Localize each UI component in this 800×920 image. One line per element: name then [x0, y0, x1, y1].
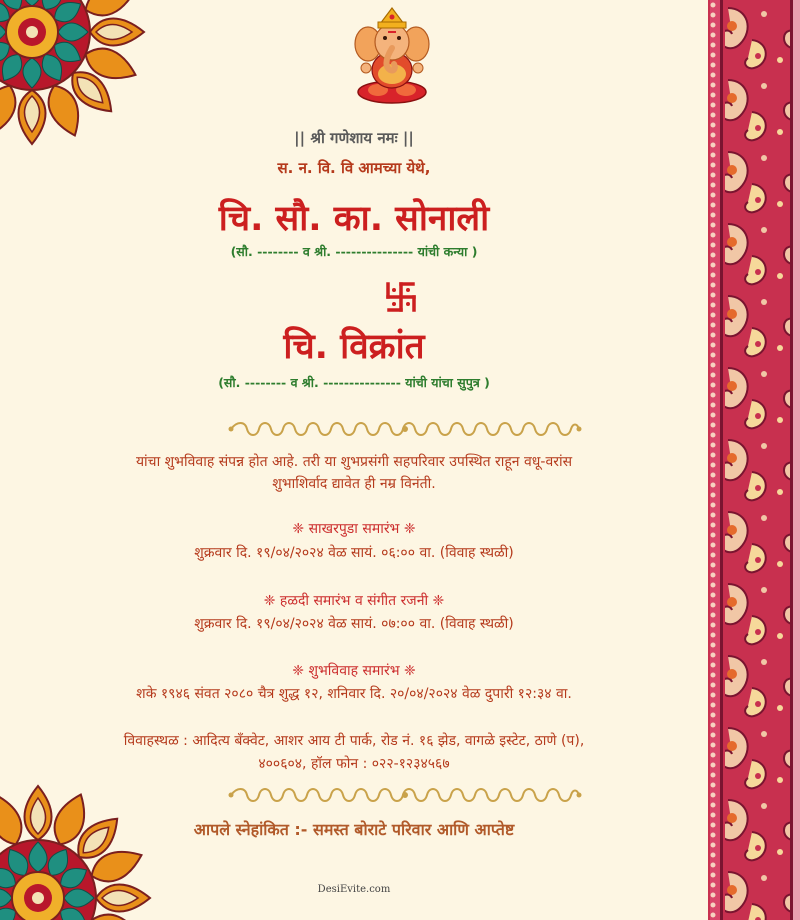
bride-parents: (सौ. -------- व श्री. --------------- यांची कन्या ): [230, 244, 478, 259]
event-detail: शके १९४६ संवत २०८० चैत्र शुद्ध १२, शनिवार दि. २०/०४/२०२४ वेळ दुपारी १२:३४ वा.: [136, 686, 572, 702]
mantra-text: || श्री गणेशाय नमः ||: [294, 129, 414, 147]
intro-text: स. न. वि. वि आमच्या येथे,: [277, 159, 431, 177]
bride-name: चि. सौ. का. सोनाली: [218, 199, 490, 239]
message-line-2: शुभाशिर्वाद द्यावेत ही नम्र विनंती.: [272, 476, 436, 492]
event-title: ❈ शुभविवाह समारंभ ❈: [292, 663, 416, 679]
ganesha-icon: [354, 4, 430, 106]
watermark-text: DesiEvite.com: [317, 884, 391, 895]
paisley-border: [708, 0, 800, 920]
venue-line-1: विवाहस्थळ : आदित्य बँक्वेट, आशर आय टी पार्क, रोड नं. १६ झेड, वागळे इस्टेट, ठाणे (प),: [123, 733, 585, 749]
ornamental-divider: [227, 418, 583, 440]
groom-parents: (सौ. -------- व श्री. --------------- यांची यांचा सुपुत्र ): [218, 375, 490, 390]
venue-line-2: ४००६०४, हॉल फोन : ०२२-१२३४५६७: [258, 756, 450, 772]
swastik-icon: [385, 281, 417, 313]
regards-text: आपले स्नेहांकित :- समस्त बोराटे परिवार आणि आप्तेष्ट: [193, 820, 515, 839]
groom-name: चि. विक्रांत: [283, 327, 425, 367]
event-title: ❈ साखरपुडा समारंभ ❈: [292, 521, 416, 537]
event-detail: शुक्रवार दि. १९/०४/२०२४ वेळ सायं. ०७:०० वा. (विवाह स्थळी): [194, 616, 514, 632]
message-line-1: यांचा शुभविवाह संपन्न होत आहे. तरी या शुभप्रसंगी सहपरिवार उपस्थित राहून वधू-वरांस: [135, 454, 573, 470]
event-detail: शुक्रवार दि. १९/०४/२०२४ वेळ सायं. ०६:०० वा. (विवाह स्थळी): [194, 545, 514, 561]
event-title: ❈ हळदी समारंभ व संगीत रजनी ❈: [263, 593, 445, 609]
ornamental-divider: [227, 784, 583, 806]
